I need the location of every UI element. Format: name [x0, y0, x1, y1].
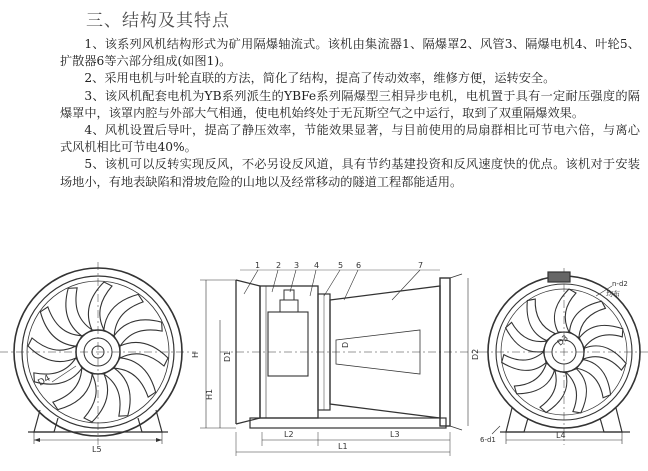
section-heading: 三、结构及其特点	[86, 11, 230, 31]
paragraph-1: 1、该系列风机结构形式为矿用隔爆轴流式。该机由集流器1、隔爆罩2、风管3、隔爆电机4、叶轮5、扩散器6等六部分组成(如图1)。	[60, 37, 640, 69]
part-number-7: 7	[418, 261, 424, 270]
part-number-4: 4	[314, 261, 320, 270]
paragraph-5: 5、该机可以反转实现反风，不必另设反风道，具有节约基建投资和反风速度快的优点。该机对于安装场地小，有地表缺陷和滑坡危险的山地以及经常移动的隧道工程都能适用。	[60, 157, 640, 189]
height-label-d1: D1	[223, 350, 232, 362]
paragraph-3: 3、该风机配套电机为YB系列派生的YBFe系列隔爆型三相异步电机，电机置于具有一定耐压强度的隔爆罩中，该罩内腔与外部大气相通，使电机始终处于无瓦斯空气之中运行，取到了双重隔爆效果。	[60, 88, 640, 120]
height-label-h: H	[191, 351, 200, 358]
part-number-5: 5	[338, 261, 344, 270]
part-number-6: 6	[356, 261, 362, 270]
paragraph-2: 2、采用电机与叶轮直联的方法，简化了结构，提高了传动效率，维修方便，运转安全。	[84, 71, 556, 86]
part-number-1: 1	[255, 261, 261, 270]
right-rear-view	[480, 268, 648, 445]
side-view	[200, 270, 480, 456]
foot-holes-label: 6-d1	[480, 436, 496, 444]
height-label-d2: D2	[471, 348, 480, 360]
body-text	[60, 36, 640, 191]
part-number-3: 3	[294, 261, 300, 270]
length-label-l2: L2	[284, 430, 294, 439]
left-width-label: L5	[92, 445, 102, 454]
left-diameter-label: D4	[36, 373, 53, 389]
fan-technical-drawing	[0, 250, 648, 471]
bolt-note: n-d2	[612, 280, 628, 288]
height-label-d: D	[341, 341, 350, 348]
length-label-l1: L1	[338, 442, 348, 451]
part-number-2: 2	[276, 261, 282, 270]
height-label-h1: H1	[205, 388, 214, 400]
bolt-note-distribution: 均布	[606, 290, 620, 298]
right-width-label: L4	[556, 431, 566, 440]
length-label-l3: L3	[390, 430, 400, 439]
left-front-view	[0, 262, 196, 445]
right-diameter-label: D3	[555, 333, 570, 348]
paragraph-4: 4、风机设置后导叶，提高了静压效率，节能效果显著，与目前使用的局扇群相比可节电六倍，与离心式风机相比可节电40%。	[60, 123, 640, 155]
